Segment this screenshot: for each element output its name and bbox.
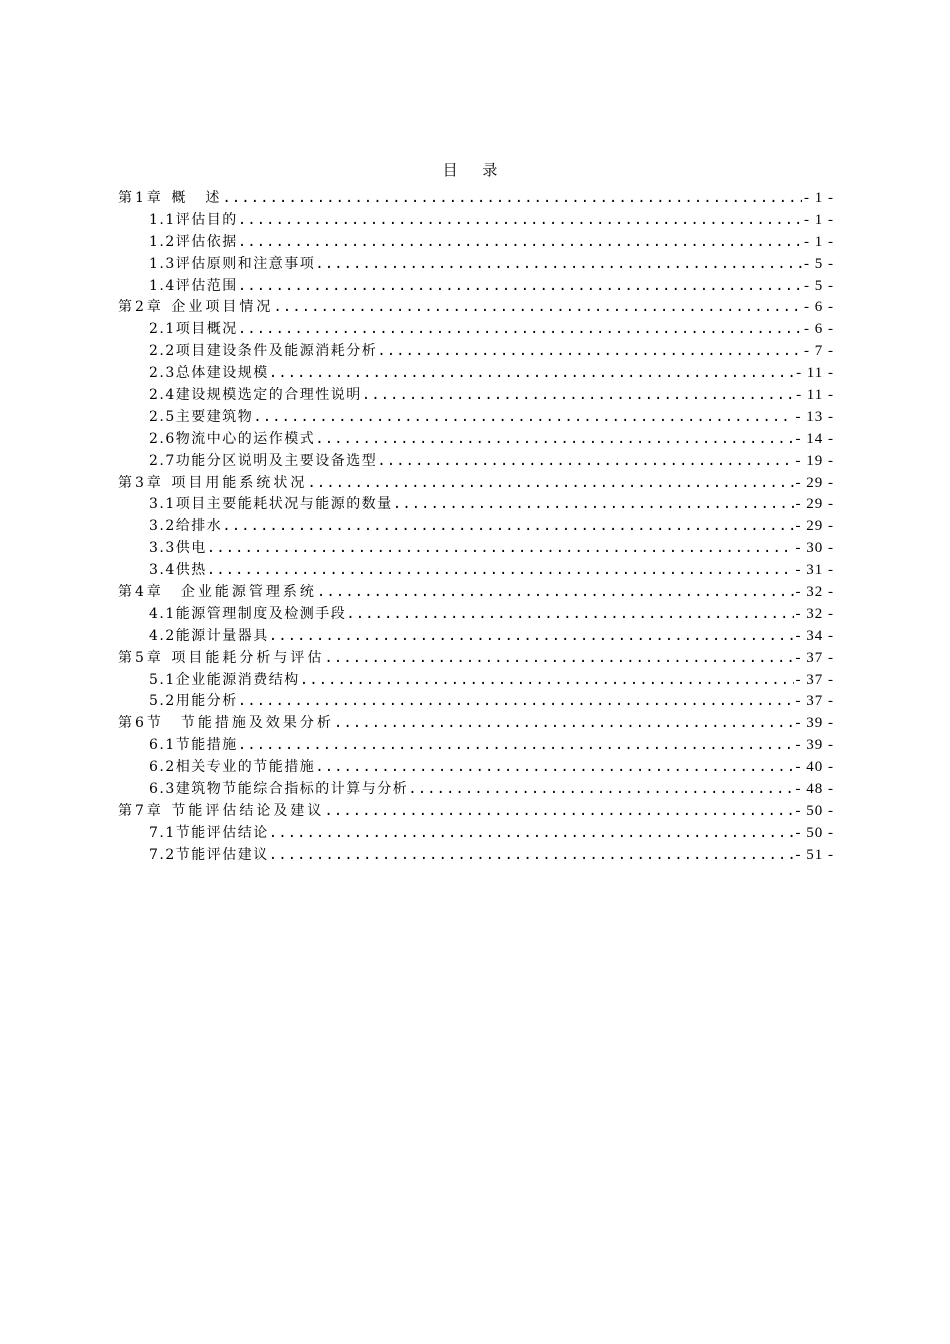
toc-section-entry[interactable] [118,538,834,560]
toc-section-entry[interactable] [118,626,834,648]
toc-section-entry[interactable] [118,407,834,429]
toc-section-entry[interactable] [118,494,834,516]
toc-entry-label: 1.1评估目的 [149,211,238,228]
toc-entry-label: 第2章 企业项目情况 [118,299,274,316]
toc-entry-label: 3.1项目主要能耗状况与能源的数量 [149,496,393,513]
toc-dot-leader [238,210,802,232]
toc-dot-leader [269,845,794,867]
toc-page-number: - 5 - [804,277,834,294]
toc-section-entry[interactable] [118,319,834,341]
toc-section-entry[interactable] [118,363,834,385]
toc-entry-label: 3.4供热 [149,562,207,579]
toc-title: 目 录 [442,161,508,179]
toc-page-number: - 31 - [795,562,834,579]
toc-section-entry[interactable] [118,210,834,232]
toc-page-number: - 5 - [804,255,834,272]
toc-page-number: - 51 - [795,846,834,863]
toc-section-entry[interactable] [118,691,834,713]
toc-section-entry[interactable] [118,429,834,451]
toc-entry-label: 2.3总体建设规模 [149,365,269,382]
toc-entry-label: 7.1节能评估结论 [149,824,269,841]
toc-page-number: - 6 - [804,299,834,316]
toc-entry-label: 第1章 概 述 [118,190,223,206]
toc-page-number: - 29 - [795,474,834,491]
toc-page-number: - 37 - [795,649,834,666]
toc-chapter-entry[interactable] [118,801,834,823]
toc-dot-leader [377,341,802,363]
toc-page-number: - 1 - [804,233,834,250]
toc-chapter-entry[interactable] [118,297,834,319]
toc-section-entry[interactable] [118,670,834,692]
toc-page-number: - 7 - [804,343,834,360]
toc-section-entry[interactable] [118,341,834,363]
toc-page-number: - 6 - [804,321,834,338]
toc-chapter-entry[interactable] [118,473,834,495]
toc-page-number: - 32 - [795,584,834,601]
toc-section-entry[interactable] [118,757,834,779]
toc-section-entry[interactable] [118,232,834,254]
toc-entry-label: 第7章 节能评估结论及建议 [118,802,325,819]
toc-dot-leader [238,319,802,341]
toc-dot-leader [377,451,793,473]
toc-dot-leader [307,473,793,495]
toc-chapter-entry[interactable] [118,188,834,210]
toc-dot-leader [315,254,802,276]
toc-page-number: - 29 - [795,496,834,513]
toc-section-entry[interactable] [118,735,834,757]
toc-dot-leader [238,735,794,757]
toc-dot-leader [408,779,793,801]
toc-entry-label: 5.1企业能源消费结构 [149,671,300,688]
toc-dot-leader [300,670,794,692]
toc-dot-leader [393,494,794,516]
toc-entry-label: 7.2节能评估建议 [149,846,269,863]
table-of-contents [118,188,834,867]
toc-page-number: - 37 - [795,693,834,710]
toc-entry-label: 第4章 企业能源管理系统 [118,584,317,601]
toc-entry-label: 2.7功能分区说明及主要设备选型 [149,452,378,469]
toc-page-number: - 48 - [795,781,834,798]
toc-chapter-entry[interactable] [118,582,834,604]
toc-page-number: - 50 - [795,802,834,819]
toc-dot-leader [334,713,794,735]
toc-dot-leader [273,297,802,319]
toc-dot-leader [269,823,794,845]
toc-dot-leader [253,407,793,429]
toc-chapter-entry[interactable] [118,648,834,670]
toc-entry-label: 5.2用能分析 [149,693,238,710]
toc-entry-label: 6.1节能措施 [149,737,238,754]
toc-chapter-entry[interactable] [118,713,834,735]
toc-section-entry[interactable] [118,845,834,867]
toc-page-number: - 1 - [804,190,834,206]
toc-entry-label: 6.2相关专业的节能措施 [149,759,316,776]
toc-entry-label: 第3章 项目用能系统状况 [118,474,308,491]
toc-page-number: - 40 - [795,759,834,776]
toc-dot-leader [238,276,802,298]
toc-page-number: - 39 - [795,737,834,754]
toc-dot-leader [315,429,793,451]
toc-entry-label: 3.3供电 [149,540,207,557]
toc-entry-label: 1.3评估原则和注意事项 [149,255,316,272]
toc-entry-label: 2.4建设规模选定的合理性说明 [149,387,362,404]
toc-page-number: - 32 - [795,605,834,622]
toc-section-entry[interactable] [118,779,834,801]
toc-section-entry[interactable] [118,254,834,276]
toc-page-number: - 50 - [795,824,834,841]
toc-entry-label: 2.5主要建筑物 [149,408,254,425]
toc-entry-label: 第6节 节能措施及效果分析 [118,715,334,732]
toc-section-entry[interactable] [118,451,834,473]
toc-dot-leader [317,582,794,604]
toc-page-number: - 13 - [795,408,834,425]
toc-dot-leader [238,691,794,713]
toc-dot-leader [207,538,794,560]
toc-dot-leader [324,648,793,670]
toc-page-number: - 29 - [795,518,834,535]
toc-dot-leader [222,516,793,538]
toc-dot-leader [346,604,793,626]
toc-dot-leader [222,188,802,210]
toc-page-number: - 19 - [795,452,834,469]
toc-section-entry[interactable] [118,385,834,407]
toc-page-number: - 37 - [795,671,834,688]
toc-dot-leader [238,232,802,254]
toc-page-number: - 34 - [795,627,834,644]
toc-entry-label: 4.1能源管理制度及检测手段 [149,605,347,622]
toc-dot-leader [324,801,793,823]
toc-entry-label: 2.1项目概况 [149,321,238,338]
toc-entry-label: 1.2评估依据 [149,233,238,250]
toc-page-number: - 11 - [796,387,834,404]
toc-dot-leader [315,757,793,779]
toc-page-number: - 30 - [795,540,834,557]
toc-section-entry[interactable] [118,604,834,626]
toc-entry-label: 1.4评估范围 [149,277,238,294]
toc-page-number: - 1 - [804,211,834,228]
toc-section-entry[interactable] [118,516,834,538]
toc-section-entry[interactable] [118,560,834,582]
toc-page-number: - 14 - [795,430,834,447]
toc-dot-leader [207,560,794,582]
toc-entry-label: 4.2能源计量器具 [149,627,269,644]
toc-entry-label: 2.6物流中心的运作模式 [149,430,316,447]
toc-entry-label: 6.3建筑物节能综合指标的计算与分析 [149,781,409,798]
toc-page-number: - 11 - [796,365,834,382]
toc-entry-label: 第5章 项目能耗分析与评估 [118,649,325,666]
toc-section-entry[interactable] [118,823,834,845]
toc-dot-leader [362,385,794,407]
toc-section-entry[interactable] [118,276,834,298]
toc-dot-leader [269,626,794,648]
toc-entry-label: 3.2给排水 [149,518,223,535]
toc-entry-label: 2.2项目建设条件及能源消耗分析 [149,343,378,360]
toc-dot-leader [269,363,794,385]
toc-page-number: - 39 - [795,715,834,732]
